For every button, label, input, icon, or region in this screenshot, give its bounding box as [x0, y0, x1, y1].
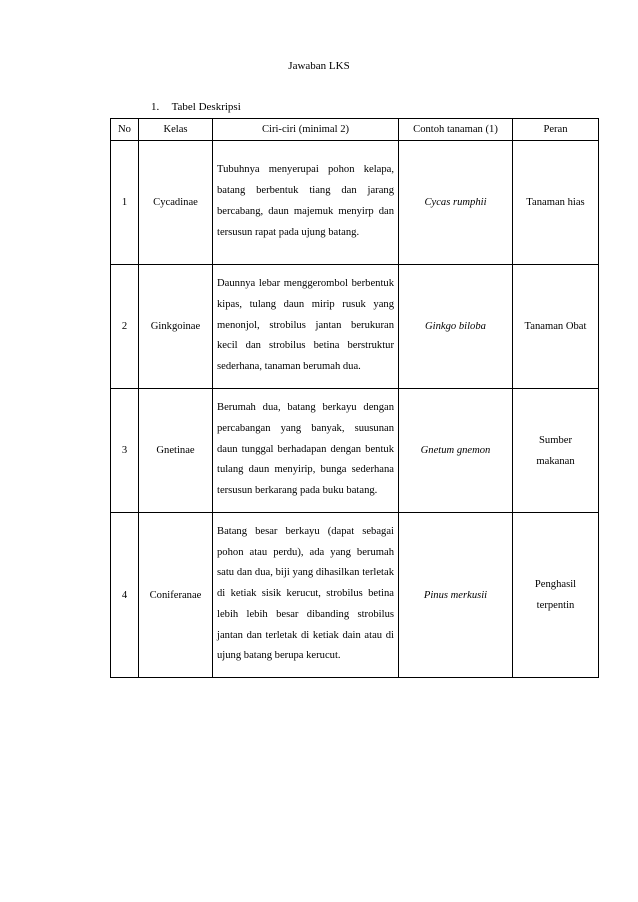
- cell-peran: [513, 265, 599, 389]
- table-row: [111, 141, 599, 265]
- section-heading: [151, 101, 241, 113]
- peran-line: Tanaman hias: [526, 197, 585, 208]
- cell-kelas: Cycadinae: [139, 141, 213, 265]
- section-label: Tabel Deskripsi: [171, 101, 241, 113]
- cell-peran: [513, 141, 599, 265]
- document-title: Jawaban LKS: [288, 60, 350, 72]
- peran-line: Penghasil: [534, 579, 577, 590]
- cell-kelas: Ginkgoinae: [139, 265, 213, 389]
- table-row: [111, 513, 599, 678]
- peran-line: makanan: [536, 455, 575, 467]
- cell-no: 4: [111, 513, 139, 678]
- cell-kelas: Gnetinae: [139, 389, 213, 513]
- cell-peran: [513, 389, 599, 513]
- peran-line: Tanaman Obat: [524, 321, 587, 332]
- peran-line: terpentin: [536, 600, 575, 611]
- cell-contoh: Pinus merkusii: [399, 513, 513, 678]
- cell-no: 3: [111, 389, 139, 513]
- cell-ciri: Batang besar berkayu (dapat sebagai pohon atau perdu), ada yang berumah satu dan dua, biji yang dihasilkan terletak di ketiak sisik kerucut, strobilus betina lebih lebih besar dibanding strobilus jantan dan terletak di ketiak dain atau di ujung batang berupa kerucut.: [213, 513, 399, 678]
- cell-contoh: Gnetum gnemon: [399, 389, 513, 513]
- header-no: No: [111, 119, 139, 141]
- table-header-row: [111, 119, 599, 141]
- table-row: [111, 265, 599, 389]
- cell-no: 1: [111, 141, 139, 265]
- header-kelas: Kelas: [139, 119, 213, 141]
- cell-contoh: Ginkgo biloba: [399, 265, 513, 389]
- cell-ciri: Tubuhnya menyerupai pohon kelapa, batang berbentuk tiang dan jarang bercabang, daun majemuk menyirp dan tersusun rapat pada ujung batang.: [213, 141, 399, 265]
- cell-ciri: Berumah dua, batang berkayu dengan percabangan yang banyak, suusunan daun tunggal berhadapan dengan bentuk tulang daun menyirip, bunga sederhana tersusun berkarang pada buku batang.: [213, 389, 399, 513]
- header-peran: Peran: [513, 119, 599, 141]
- cell-peran: [513, 513, 599, 678]
- cell-no: 2: [111, 265, 139, 389]
- cell-kelas: Coniferanae: [139, 513, 213, 678]
- cell-contoh: Cycas rumphii: [399, 141, 513, 265]
- description-table: [110, 118, 599, 678]
- cell-ciri: Daunnya lebar menggerombol berbentuk kipas, tulang daun mirip rusuk yang menonjol, strobilus jantan berukuran kecil dan strobilus betina berstruktur sederhana, tanaman berumah dua.: [213, 265, 399, 389]
- table-row: [111, 389, 599, 513]
- header-ciri: Ciri-ciri (minimal 2): [213, 119, 399, 141]
- section-number: 1.: [151, 101, 160, 113]
- header-contoh: Contoh tanaman (1): [399, 119, 513, 141]
- peran-line: Sumber: [539, 434, 572, 446]
